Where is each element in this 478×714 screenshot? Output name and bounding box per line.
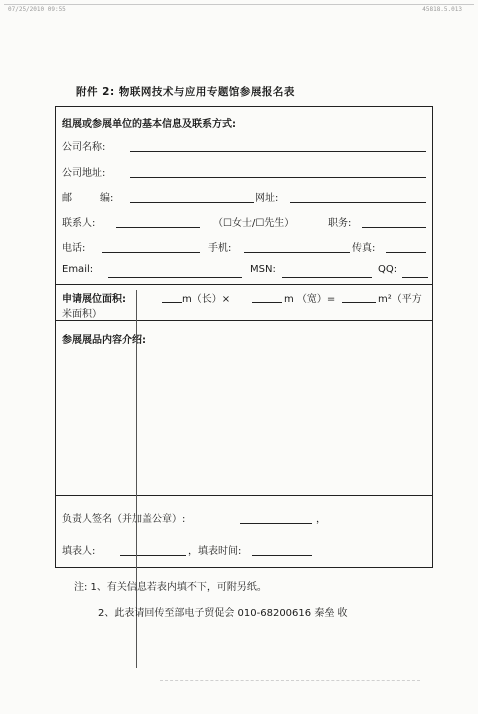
website-field[interactable] (290, 202, 426, 203)
fax-header (8, 6, 470, 16)
fax-field[interactable] (386, 252, 426, 253)
booth-length-unit: m（长）× (182, 294, 231, 305)
mobile-label: 手机: (208, 243, 232, 254)
contact-label: 联系人: (62, 218, 96, 229)
company-address-label: 公司地址: (62, 168, 106, 179)
basic-info-heading: 组展或参展单位的基本信息及联系方式: (62, 119, 236, 130)
phone-label: 电话: (62, 243, 86, 254)
fax-label: 传真: (352, 243, 376, 254)
note-1: 注: 1、有关信息若表内填不下，可附另纸。 (74, 582, 267, 593)
msn-label: MSN: (250, 264, 276, 275)
position-field[interactable] (362, 227, 426, 228)
filler-field[interactable] (120, 555, 186, 556)
website-label: 网址: (255, 193, 279, 204)
booth-area-unit-cont: 米面积） (62, 309, 102, 320)
signature-section (56, 495, 432, 568)
email-field[interactable] (108, 277, 242, 278)
msn-field[interactable] (282, 277, 372, 278)
fax-header-left: 07/25/2010 09:55 (8, 6, 66, 13)
company-name-field[interactable] (130, 151, 426, 152)
company-address-field[interactable] (130, 177, 426, 178)
booth-area-field[interactable] (342, 302, 376, 303)
booth-length-field[interactable] (162, 302, 182, 303)
qq-field[interactable] (402, 277, 428, 278)
phone-field[interactable] (102, 252, 200, 253)
signer-field[interactable] (240, 523, 312, 524)
basic-info-section (56, 107, 432, 284)
page-top-edge (4, 4, 474, 5)
position-label: 职务: (328, 218, 352, 229)
company-name-label: 公司名称: (62, 142, 106, 153)
signer-label: 负责人签名（并加盖公章）: (62, 514, 186, 525)
page-title: 附件 2: 物联网技术与应用专题馆参展报名表 (76, 86, 295, 98)
booth-area-unit: m²（平方 (378, 294, 422, 305)
booth-width-field[interactable] (252, 302, 282, 303)
exhibits-section (56, 320, 432, 496)
postcode-field[interactable] (130, 202, 254, 203)
gender-options[interactable]: （☐女士/☐先生） (213, 218, 295, 229)
qq-label: QQ: (378, 264, 398, 275)
fill-time-field[interactable] (252, 555, 312, 556)
mobile-field[interactable] (244, 252, 350, 253)
booth-width-unit: m （宽）= (284, 294, 336, 305)
postcode-label-b: 编: (100, 193, 114, 204)
filler-label: 填表人: (62, 546, 96, 557)
postcode-label-a: 邮 (62, 193, 72, 204)
fill-time-label: ，填表时间: (188, 546, 242, 557)
email-label: Email: (62, 264, 94, 275)
note-2: 2、此表请回传至部电子贸促会 010-68200616 秦垒 收 (98, 608, 348, 619)
booth-area-label: 申请展位面积: (62, 294, 126, 305)
exhibits-heading: 参展展品内容介绍: (62, 335, 146, 346)
contact-field[interactable] (116, 227, 200, 228)
booth-area-section (56, 284, 432, 321)
fax-header-right: 45818.5.013 (422, 6, 462, 13)
signer-end: ， (316, 514, 326, 525)
bottom-scan-artifact (160, 680, 420, 681)
registration-form (55, 106, 433, 568)
